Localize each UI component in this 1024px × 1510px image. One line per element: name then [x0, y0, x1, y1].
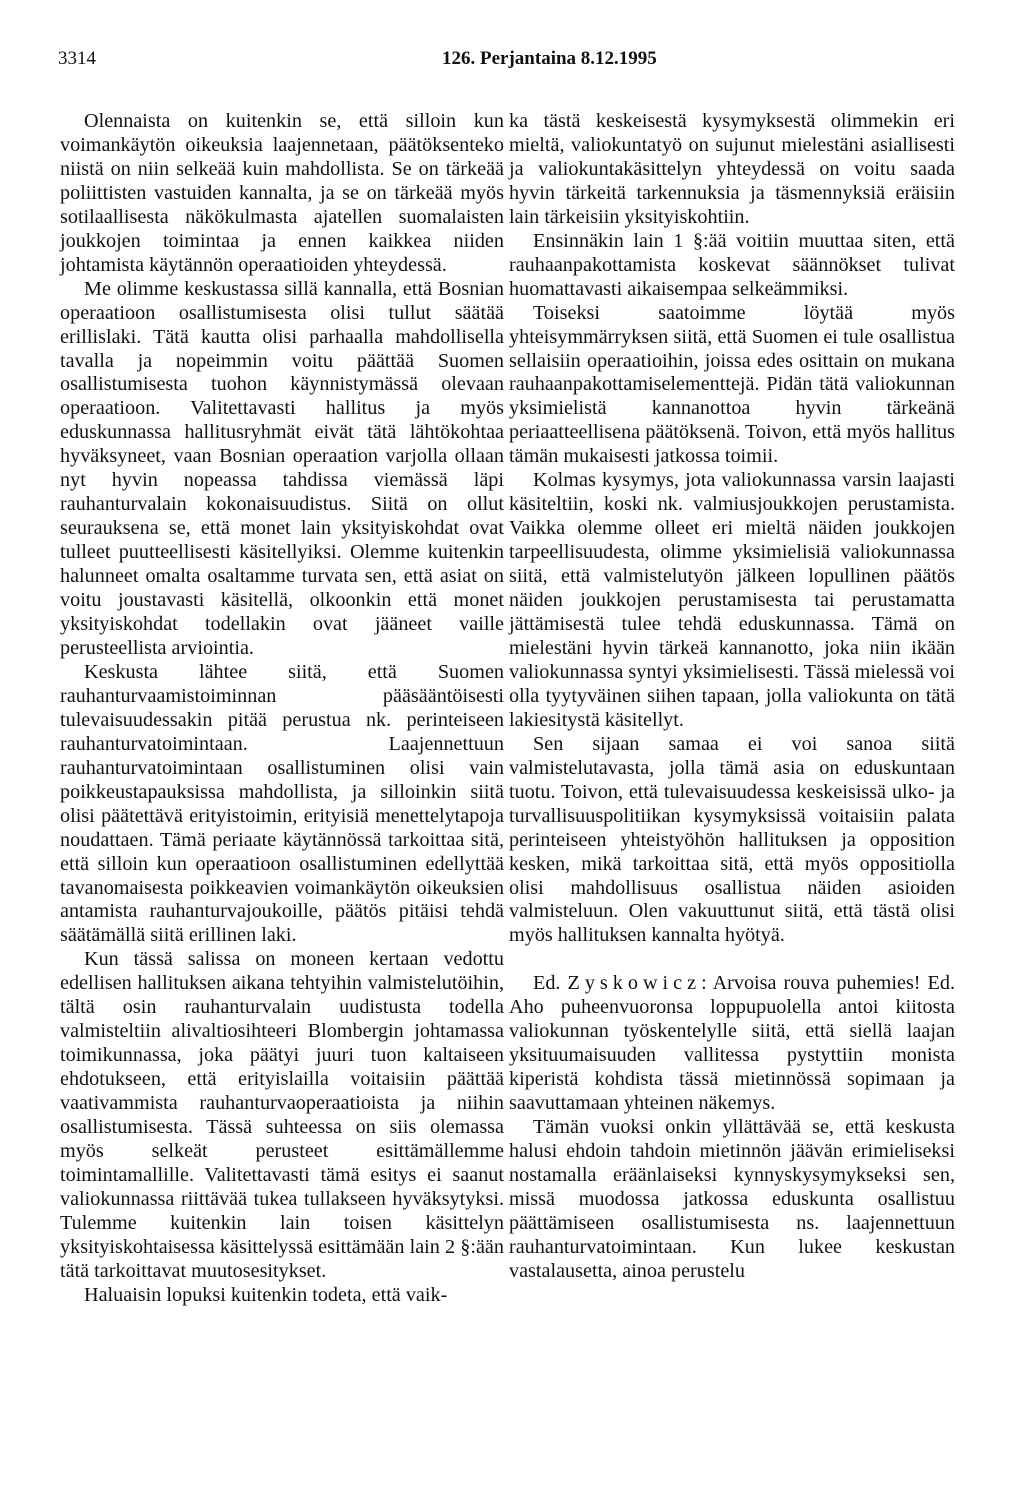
paragraph: Olennaista on kuitenkin se, että silloin kun voimankäytön oikeuksia laajennetaan, päätöksenteko niistä on niin selkeää kuin mahdollista. Se on tärkeää poliittisten vastuiden kannalta, ja se on tärkeää myös sotilaallisesta näkökulmasta ajatellen suomalaisten joukkojen toimintaa ja ennen kaikkea niiden johtamista käytännön operaatioiden yhteydessä.	[60, 110, 504, 276]
paragraph: Sen sijaan samaa ei voi sanoa siitä valmistelutavasta, jolla tämä asia on eduskuntaan tuotu. Toivon, että tulevaisuudessa keskeisissä ulko- ja turvallisuuspolitiikan kysymyksissä voitaisiin palata perinteiseen yhteistyöhön hallituksen ja opposition kesken, mikä tarkoittaa sitä, että myös oppositiolla olisi mahdollisuus osallistua näiden asioiden valmisteluun. Olen vakuuttunut siitä, että tästä olisi myös hallituksen kannalta hyötyä.	[509, 732, 955, 947]
paragraph: ka tästä keskeisestä kysymyksestä olimmekin eri mieltä, valiokuntatyö on sujunut mielestäni asiallisesti ja valiokuntakäsittelyn yhteydessä on voitu saada hyvin tärkeitä tarkennuksia ja täsmennyksiä eräisiin lain tärkeisiin yksityiskohtiin.	[509, 110, 955, 228]
speaker-name: Zyskowicz	[567, 972, 702, 995]
running-head: 126. Perjantaina 8.12.1995	[442, 48, 657, 69]
paragraph: Kolmas kysymys, jota valiokunnassa varsin laajasti käsiteltiin, koski nk. valmiusjoukkojen perustamista. Vaikka olemme olleet eri mieltä näiden joukkojen tarpeellisuudesta, olimme yksimielisiä valiokunnassa siitä, että valmistelutyön jälkeen lopullinen päätös näiden joukkojen perustamisesta tai perustamatta jättämisestä tulee tehdä eduskunnassa. Tämä on mielestäni hyvin tärkeä kannanotto, joka niin ikään valiokunnassa syntyi yksimielisesti. Tässä mielessä voi olla tyytyväinen siihen tapaan, jolla valiokunta on tätä lakiesitystä käsitellyt.	[509, 469, 955, 731]
paragraph: Toiseksi saatoimme löytää myös yhteisymmärryksen siitä, että Suomen ei tule osallistua sellaisiin operaatioihin, joissa edes osittain on mukana rauhaanpakottamiselementtejä. Pidän tätä valiokunnan yksimielistä kannanottoa hyvin tärkeänä periaatteellisena päätöksenä. Toivon, että myös hallitus tämän mukaisesti jatkossa toimii.	[509, 301, 955, 468]
speaker-colon: :	[701, 972, 707, 995]
paragraph: Haluaisin lopuksi kuitenkin todeta, että vaik-	[84, 1283, 448, 1306]
speech-text: Arvoisa rouva puhemies! Ed. Aho puheenvuoronsa loppupuolella antoi kiitosta valiokunnan työskentelylle siitä, että siellä laajan yksituumaisuuden vallitessa pystyttiin monista kiperistä kohdista tässä mietinnössä sopimaan ja saavuttamaan yhteinen näkemys.	[509, 972, 955, 1115]
paragraph: Keskusta lähtee siitä, että Suomen rauhanturvaamistoiminnan pääsääntöisesti tulevaisuudessakin pitää perustua nk. perinteiseen rauhanturvatoimintaan. Laajennettuun rauhanturvatoimintaan osallistuminen olisi vain poikkeustapauksissa mahdollista, ja silloinkin siitä olisi päätettävä erityistoimin, erityisiä menettelytapoja noudattaen. Tämä periaate käytännössä tarkoittaa sitä, että silloin kun operaatioon osallistuminen edellyttää tavanomaisesta poikkeavien voimankäytön oikeuksien antamista rauhanturvajoukoille, päätös pitäisi tehdä säätämällä siitä erillinen laki.	[60, 660, 504, 947]
speech-paragraph	[509, 972, 955, 1116]
paragraph: Tämän vuoksi onkin yllättävää se, että keskusta halusi ehdoin tahdoin mietinnön jäävän erimieliseksi nostamalla eräänlaiseksi kynnyskysymykseksi sen, missä muodossa jatkossa eduskunta osallistuu päättämiseen osallistumisesta ns. laajennettuun rauhanturvatoimintaan. Kun lukee keskustan vastalausetta, ainoa perustelu	[509, 1116, 955, 1282]
page-header	[58, 48, 972, 72]
paragraph: Me olimme keskustassa sillä kannalla, että Bosnian operaatioon osallistumisesta olisi tullut säätää erillislaki. Tätä kautta olisi parhaalla mahdollisella tavalla ja nopeimmin voitu päättää Suomen osallistumisesta tuohon käynnistymässä olevaan operaatioon. Valitettavasti hallitus ja myös eduskunnassa hallitusryhmät eivät tätä lähtökohtaa hyväksyneet, vaan Bosnian operaation varjolla ollaan nyt hyvin nopeassa tahdissa viemässä läpi rauhanturvalain kokonaisuudistus. Siitä on ollut seurauksena se, että monet lain yksityiskohdat ovat tulleet puutteellisesti käsitellyiksi. Olemme kuitenkin halunneet omalta osaltamme turvata sen, että asiat on voitu joustavasti käsitellä, olkoonkin että monet yksityiskohdat todellakin ovat jääneet vaille perusteellista arviointia.	[60, 277, 504, 659]
speaker-prefix: Ed.	[533, 972, 561, 995]
page-number: 3314	[58, 48, 96, 69]
paragraph: Kun tässä salissa on moneen kertaan vedottu edellisen hallituksen aikana tehtyihin valmistelutöihin, tältä osin rauhanturvalain uudistusta todella valmisteltiin alivaltiosihteeri Blombergin johtamassa toimikunnassa, joka päätyi juuri tuon kaltaiseen ehdotukseen, että erityislailla voitaisiin päättää vaativammista rauhanturvaoperaatioista ja niihin osallistumisesta. Tässä suhteessa on siis olemassa myös selkeät perusteet esittämällemme toimintamallille. Valitettavasti tämä esitys ei saanut valiokunnassa riittävää tukea tullakseen hyväksytyksi. Tulemme kuitenkin lain toisen käsittelyn yksityiskohtaisessa käsittelyssä esittämään lain 2 §:ään tätä tarkoittavat muutosesitykset.	[60, 948, 504, 1282]
left-column	[60, 110, 504, 1308]
right-column	[509, 110, 955, 1284]
paragraph: Ensinnäkin lain 1 §:ää voitiin muuttaa siten, että rauhaanpakottamista koskevat säännökset tulivat huomattavasti aikaisempaa selkeämmiksi.	[509, 229, 955, 300]
